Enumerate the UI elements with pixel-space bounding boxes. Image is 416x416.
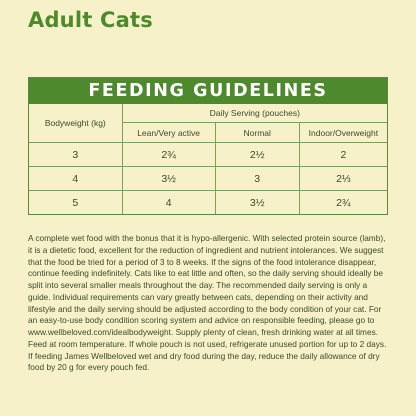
serving-cell: 2½ (215, 143, 299, 167)
serving-cell: 3½ (122, 167, 215, 191)
serving-cell: 3 (215, 167, 299, 191)
feeding-guidelines-table (28, 77, 388, 215)
bodyweight-header: Bodyweight (kg) (29, 104, 122, 143)
table-row (29, 143, 387, 167)
bodyweight-cell: 4 (29, 167, 122, 191)
column-header-lean: Lean/Very active (122, 123, 215, 143)
table-row (29, 167, 387, 191)
table-row (29, 191, 387, 215)
daily-serving-header: Daily Serving (pouches) (122, 104, 387, 123)
column-header-indoor: Indoor/Overweight (299, 123, 387, 143)
column-header-normal: Normal (215, 123, 299, 143)
serving-cell: 2¾ (299, 191, 387, 215)
bodyweight-cell: 5 (29, 191, 122, 215)
serving-cell: 3½ (215, 191, 299, 215)
serving-cell: 2⅓ (299, 167, 387, 191)
serving-cell: 4 (122, 191, 215, 215)
bodyweight-cell: 3 (29, 143, 122, 167)
table-heading: FEEDING GUIDELINES (29, 78, 387, 104)
page-title: Adult Cats (28, 8, 153, 32)
serving-cell: 2¾ (122, 143, 215, 167)
serving-cell: 2 (299, 143, 387, 167)
feeding-description: A complete wet food with the bonus that it is hypo-allergenic. With selected protein source (lamb), it is a dietetic food, excellent for the reduction of ingredient and nutrient intolerances. We suggest that the food be tried for a period of 3 to 8 weeks. If the signs of the food intolerance disappear, continue feeding indefinitely. Cats like to eat little and often, so the daily serving should ideally be split into several smaller meals throughout the day. The recommended daily serving is only a guide. Individual requirements can vary greatly between cats, depending on their activity and lifestyle and the daily serving should be adjusted according to the body condition of your cat. For an easy-to-use body condition scoring system and advice on responsible feeding, please go to www.wellbeloved.com/idealbodyweight. Supply plenty of clean, fresh drinking water at all times. Feed at room temperature. If whole pouch is not used, refrigerate unused portion for up to 2 days. If feeding James Wellbeloved wet and dry food during the day, reduce the daily allowance of dry food by 20 g for every pouch fed. (28, 233, 387, 373)
